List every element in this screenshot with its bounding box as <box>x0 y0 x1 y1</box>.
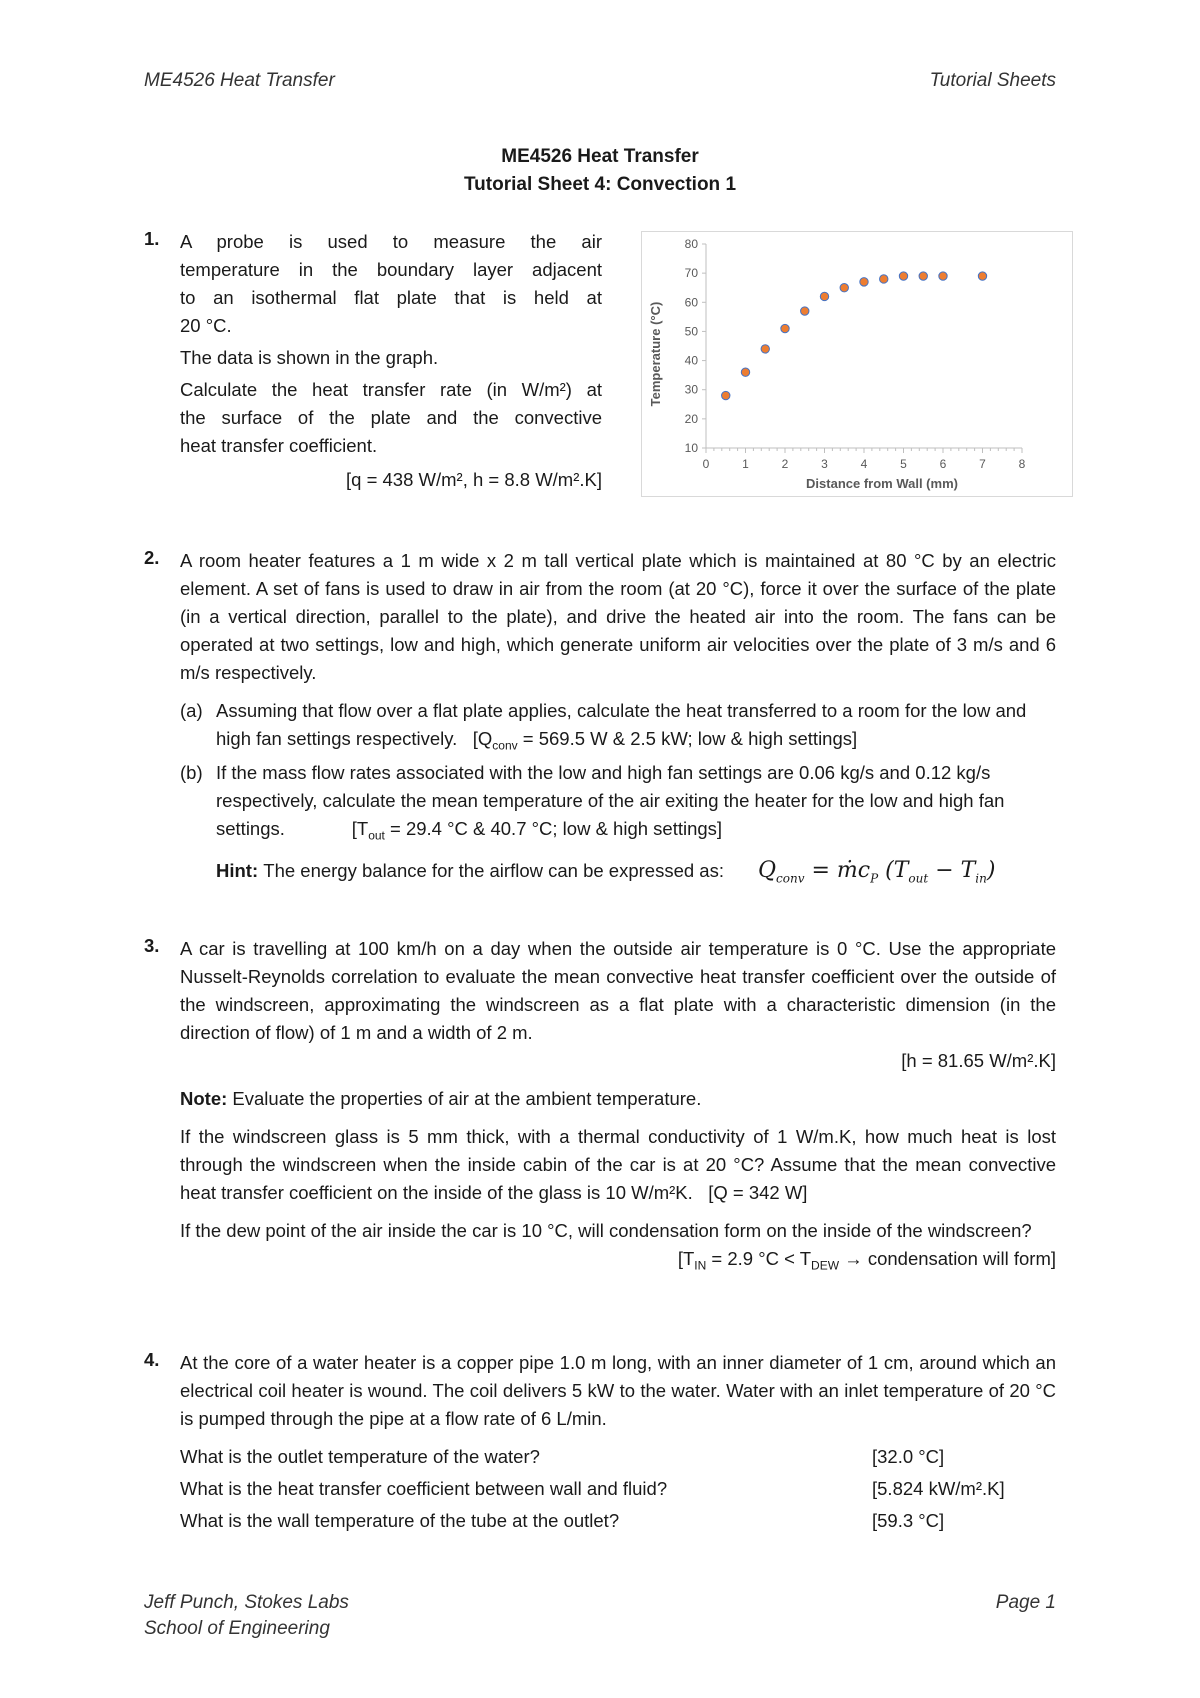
answer-value: = 29.4 °C & 40.7 °C; low & high settings] <box>384 818 723 839</box>
q3-answer-h: [h = 81.65 W/m².K] <box>901 1050 1056 1071</box>
footer-school: School of Engineering <box>144 1618 330 1639</box>
page-subtitle: Tutorial Sheet 4: Convection 1 <box>463 174 737 195</box>
chart-y-tick-label: 60 <box>684 295 698 310</box>
q1-text <box>180 228 602 494</box>
chart-data-point <box>899 272 907 280</box>
q4-text <box>180 1349 1056 1535</box>
chart-data-point <box>781 324 789 332</box>
page-number: Page 1 <box>995 1592 1056 1613</box>
chart-data-point <box>860 278 868 286</box>
chart-data-point <box>741 368 749 376</box>
q2-part-a-label: (a) <box>180 700 203 721</box>
answer-part: → condensation will form] <box>839 1248 1056 1269</box>
page-title: ME4526 Heat Transfer <box>501 146 699 167</box>
chart-x-tick-label: 1 <box>742 457 749 471</box>
q3-para3: If the dew point of the air inside the car is 10 °C, will condensation form on the inside of the windscreen? <box>180 1220 1032 1241</box>
chart-y-tick-label: 70 <box>684 266 698 281</box>
chart-y-tick-label: 20 <box>684 411 698 426</box>
q2-part-a-text: Assuming that flow over a flat plate applies, calculate the heat transferred to a room for the low and high fan settings respectively. <box>216 700 1027 749</box>
q2-part-a-answer <box>472 728 858 753</box>
chart-x-tick-label: 7 <box>979 457 986 471</box>
q4-intro: At the core of a water heater is a copper pipe 1.0 m long, with an inner diameter of 1 cm, around which an electrical coil heater is wound. The coil delivers 5 kW to the water. Water with an inlet temperature of 20 °C is pumped through the pipe at a flow rate of 6 L/min. <box>180 1352 1056 1429</box>
q4-question-text: What is the wall temperature of the tube at the outlet? <box>180 1510 620 1531</box>
answer-prefix: [T <box>351 818 369 839</box>
chart-data-point <box>801 307 809 315</box>
formula-subscript: out <box>908 871 929 886</box>
chart-data-point <box>722 391 730 399</box>
chart-x-tick-label: 0 <box>702 457 710 471</box>
q4-question-row <box>180 1475 1056 1503</box>
q3-answer-dew <box>180 1245 1056 1273</box>
q4-number: 4. <box>144 1349 160 1370</box>
q2-part-b-text: If the mass flow rates associated with the low and high fan settings are 0.06 kg/s and 0.12 kg/s respectively, calculate the mean temperature of the air exiting the heater for the low and high fan settings. <box>216 762 1005 839</box>
q1-chart <box>641 231 1073 497</box>
chart-x-tick-label: 5 <box>900 457 907 471</box>
q2-number: 2. <box>144 547 160 568</box>
q2-hint <box>180 857 1056 885</box>
q1-number: 1. <box>144 228 160 249</box>
q1-calc: heat transfer coefficient. <box>180 435 378 456</box>
q1-line: to an isothermal flat plate that is held at <box>180 287 602 308</box>
q3-text <box>180 935 1056 1273</box>
q1-calc: Calculate the heat transfer rate (in W/m²) at <box>180 379 602 400</box>
answer-value: = 569.5 W & 2.5 kW; low & high settings] <box>517 728 858 749</box>
answer-subscript: IN <box>694 1258 707 1273</box>
formula-subscript: P <box>870 871 879 886</box>
q2-part-b <box>180 759 1056 843</box>
q4-question-row <box>180 1443 1056 1471</box>
formula-part: Q <box>757 858 777 883</box>
chart-y-tick-label: 80 <box>684 237 698 251</box>
chart-x-tick-label: 2 <box>781 457 789 471</box>
q4-question-row <box>180 1507 1056 1535</box>
formula-part: ) <box>986 858 996 883</box>
note-text: Evaluate the properties of air at the ambient temperature. <box>232 1088 702 1109</box>
answer-subscript: out <box>368 828 385 843</box>
chart-data-point <box>919 272 927 280</box>
chart-data-point <box>840 284 848 292</box>
energy-balance-formula <box>758 857 995 885</box>
chart-data-point <box>880 275 888 283</box>
chart-x-tick-label: 8 <box>1018 457 1026 471</box>
q4-question-text: What is the outlet temperature of the water? <box>180 1446 540 1467</box>
q4-question-answer: [59.3 °C] <box>872 1510 945 1531</box>
chart-y-tick-label: 50 <box>684 324 698 339</box>
q3-intro: A car is travelling at 100 km/h on a day when the outside air temperature is 0 °C. Use the appropriate Nusselt-Reynolds correlation to evaluate the mean convective heat transfer coefficient over the outside of the windscreen, approximating the windscreen as a flat plate with a characteristic dimension (in the direction of flow) of 1 m and a width of 2 m. <box>180 938 1056 1043</box>
chart-data-point <box>761 345 769 353</box>
q1-data-note: The data is shown in the graph. <box>180 347 439 368</box>
chart-data-point <box>820 292 828 300</box>
q3-para2 <box>180 1123 1056 1207</box>
chart-data-point <box>978 272 986 280</box>
formula-part: (T <box>878 858 909 883</box>
chart-y-tick-label: 30 <box>684 382 698 397</box>
q3-para2-text: If the windscreen glass is 5 mm thick, with a thermal conductivity of 1 W/m.K, how much heat is lost through the windscreen when the inside cabin of the car is at 20 °C? Assume that the mean convective heat transfer coefficient on the inside of the glass is 10 W/m²K. <box>180 1126 1056 1203</box>
header-section: Tutorial Sheets <box>929 70 1056 91</box>
answer-prefix: [Q <box>472 728 493 749</box>
q4-question-answer: [5.824 kW/m².K] <box>872 1478 1005 1499</box>
q3-answer-q: [Q = 342 W] <box>708 1182 808 1203</box>
q4-question-text: What is the heat transfer coefficient between wall and fluid? <box>180 1478 668 1499</box>
q2-text <box>180 547 1056 885</box>
formula-part: = ṁc <box>804 858 871 883</box>
q1-answer: [q = 438 W/m², h = 8.8 W/m².K] <box>346 469 602 490</box>
q3-number: 3. <box>144 935 160 956</box>
chart-x-tick-label: 4 <box>860 457 868 471</box>
answer-subscript: conv <box>492 738 518 753</box>
q1-line: A probe is used to measure the air <box>180 231 602 252</box>
formula-subscript: in <box>975 871 987 886</box>
q2-part-b-answer <box>351 818 723 843</box>
chart-y-axis-label: Temperature (°C) <box>648 301 663 407</box>
q2-part-a <box>180 697 1056 753</box>
chart-data-point <box>939 272 947 280</box>
chart-y-tick-label: 10 <box>684 441 698 455</box>
chart-x-axis-label: Distance from Wall (mm) <box>806 476 958 491</box>
answer-subscript: DEW <box>811 1258 840 1273</box>
q3-note <box>180 1085 1056 1113</box>
q4-questions <box>180 1443 1056 1535</box>
chart-x-tick-label: 3 <box>821 457 828 471</box>
q4-question-answer: [32.0 °C] <box>872 1446 945 1467</box>
formula-subscript: conv <box>776 871 805 886</box>
q1-calc: the surface of the plate and the convective <box>180 407 602 428</box>
q2-part-b-label: (b) <box>180 762 203 783</box>
formula-part: − T <box>928 858 976 883</box>
chart-x-tick-label: 6 <box>939 457 947 471</box>
hint-label: Hint: <box>216 860 259 881</box>
hint-text: The energy balance for the airflow can be expressed as: <box>263 860 724 881</box>
q1-line: 20 °C. <box>180 315 232 336</box>
note-label: Note: <box>180 1088 228 1109</box>
chart-y-tick-label: 40 <box>684 353 698 368</box>
footer-author: Jeff Punch, Stokes Labs <box>144 1592 349 1613</box>
answer-part: = 2.9 °C < T <box>706 1248 812 1269</box>
answer-part: [T <box>677 1248 695 1269</box>
q2-intro: A room heater features a 1 m wide x 2 m tall vertical plate which is maintained at 80 °C by an electric element. A set of fans is used to draw in air from the room (at 20 °C), force it over the surface of the plate (in a vertical direction, parallel to the plate), and drive the heated air into the room. The fans can be operated at two settings, low and high, which generate uniform air velocities over the plate of 3 m/s and 6 m/s respectively. <box>180 550 1056 683</box>
q1-chart-svg <box>642 232 1072 496</box>
q1-line: temperature in the boundary layer adjacent <box>180 259 602 280</box>
header-course: ME4526 Heat Transfer <box>144 70 335 91</box>
